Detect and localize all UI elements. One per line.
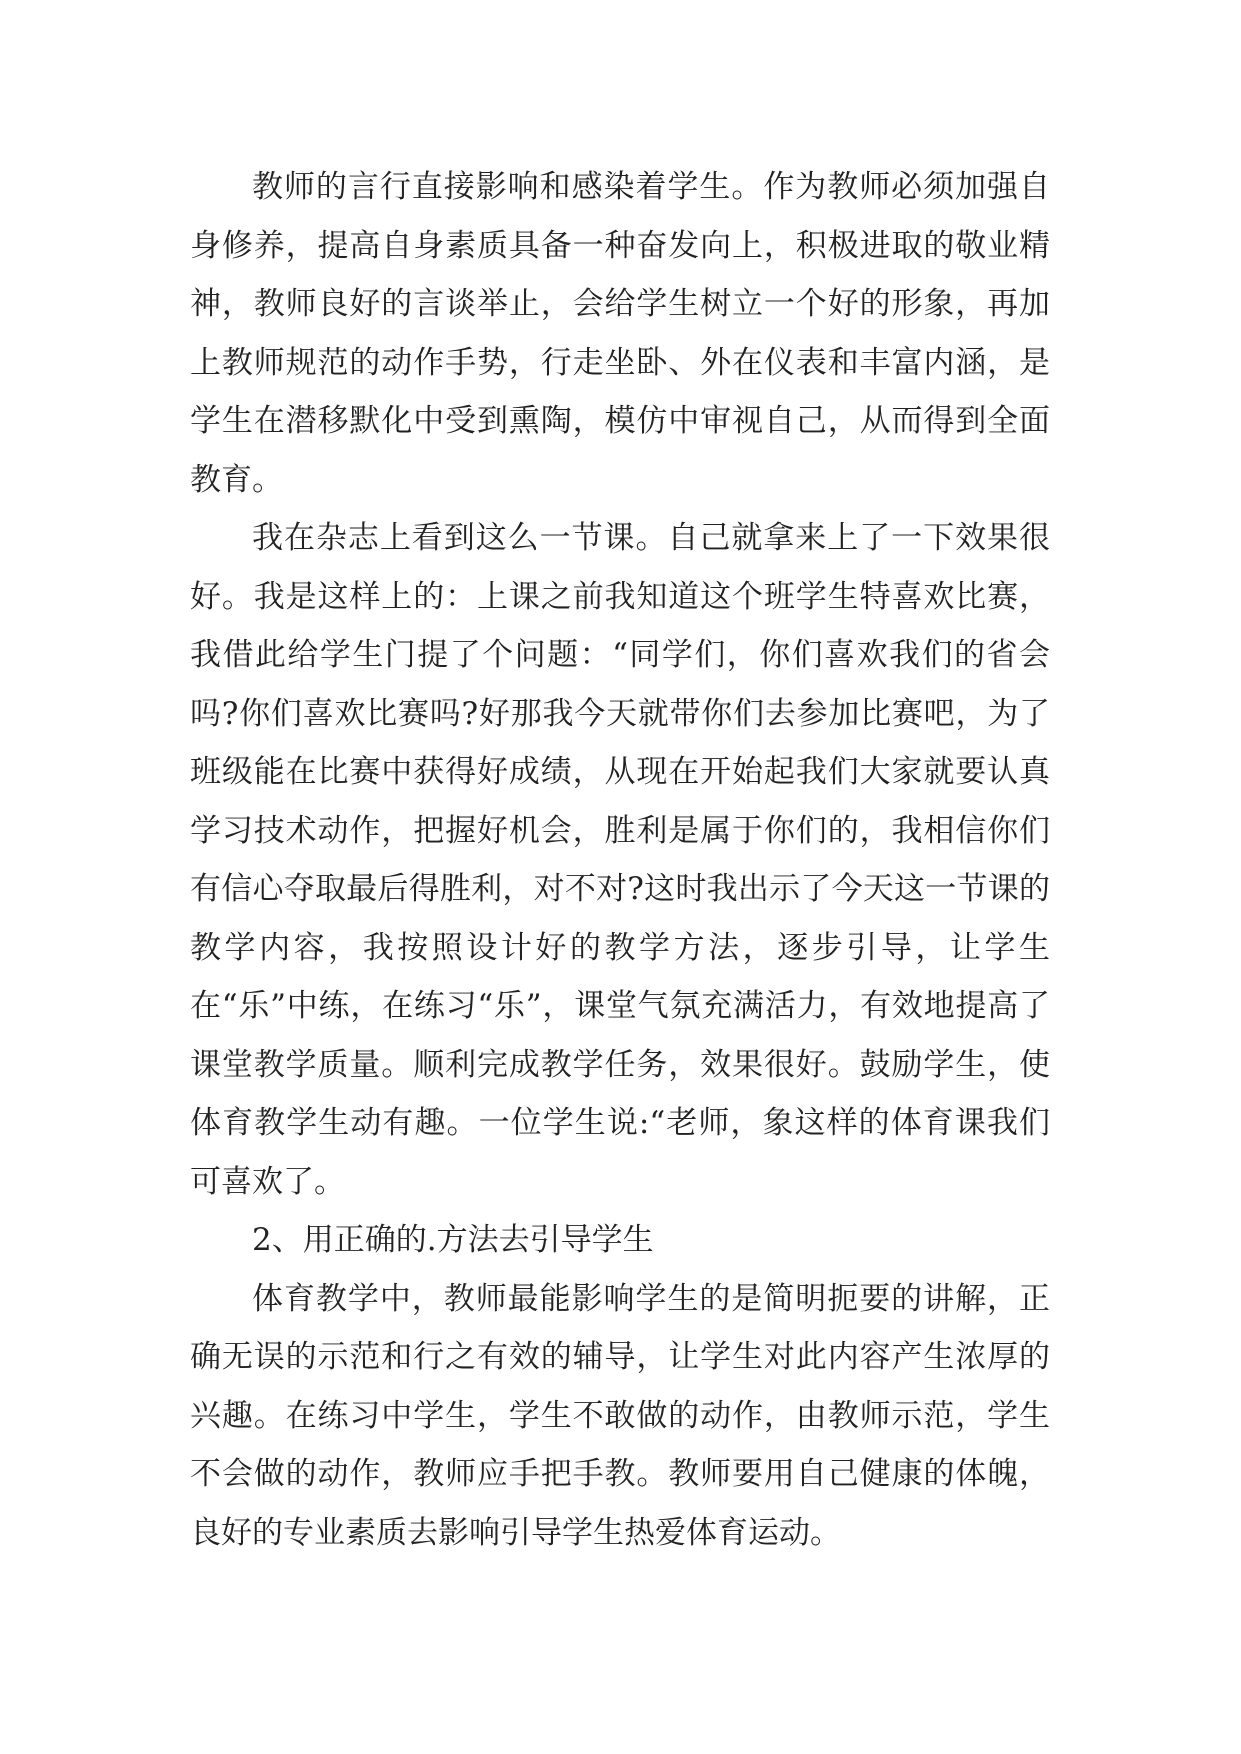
document-page <box>190 158 1050 1562</box>
section-heading: 2、用正确的.方法去引导学生 <box>252 1222 654 1258</box>
paragraph-class-example: 我在杂志上看到这么一节课。自己就拿来上了一下效果很好。我是这样上的：上课之前我知道这个班学生特喜欢比赛，我借此给学生门提了个问题：“同学们，你们喜欢我们的省会吗?你们喜欢比赛吗?好那我今天就带你们去参加比赛吧，为了班级能在比赛中获得好成绩，从现在开始起我们大家就要认真学习技术动作，把握好机会，胜利是属于你们的，我相信你们有信心夺取最后得胜利，对不对?这时我出示了今天这一节课的教学内容，我按照设计好的教学方法，逐步引导，让学生在“乐”中练，在练习“乐”，课堂气氛充满活力，有效地提高了课堂教学质量。顺利完成教学任务，效果很好。鼓励学生，使体育教学生动有趣。一位学生说:“老师，象这样的体育课我们可喜欢了。 <box>190 520 1050 1200</box>
paragraph-teacher-conduct: 教师的言行直接影响和感染着学生。作为教师必须加强自身修养，提高自身素质具备一种奋发向上，积极进取的敬业精神，教师良好的言谈举止，会给学生树立一个好的形象，再加上教师规范的动作手势，行走坐卧、外在仪表和丰富内涵，是学生在潜移默化中受到熏陶，模仿中审视自己，从而得到全面教育。 <box>190 169 1050 498</box>
paragraph-teaching-method: 体育教学中，教师最能影响学生的是简明扼要的讲解，正确无误的示范和行之有效的辅导，让学生对此内容产生浓厚的兴趣。在练习中学生，学生不敢做的动作，由教师示范，学生不会做的动作，教师应手把手教。教师要用自己健康的体魄，良好的专业素质去影响引导学生热爱体育运动。 <box>190 1280 1050 1551</box>
